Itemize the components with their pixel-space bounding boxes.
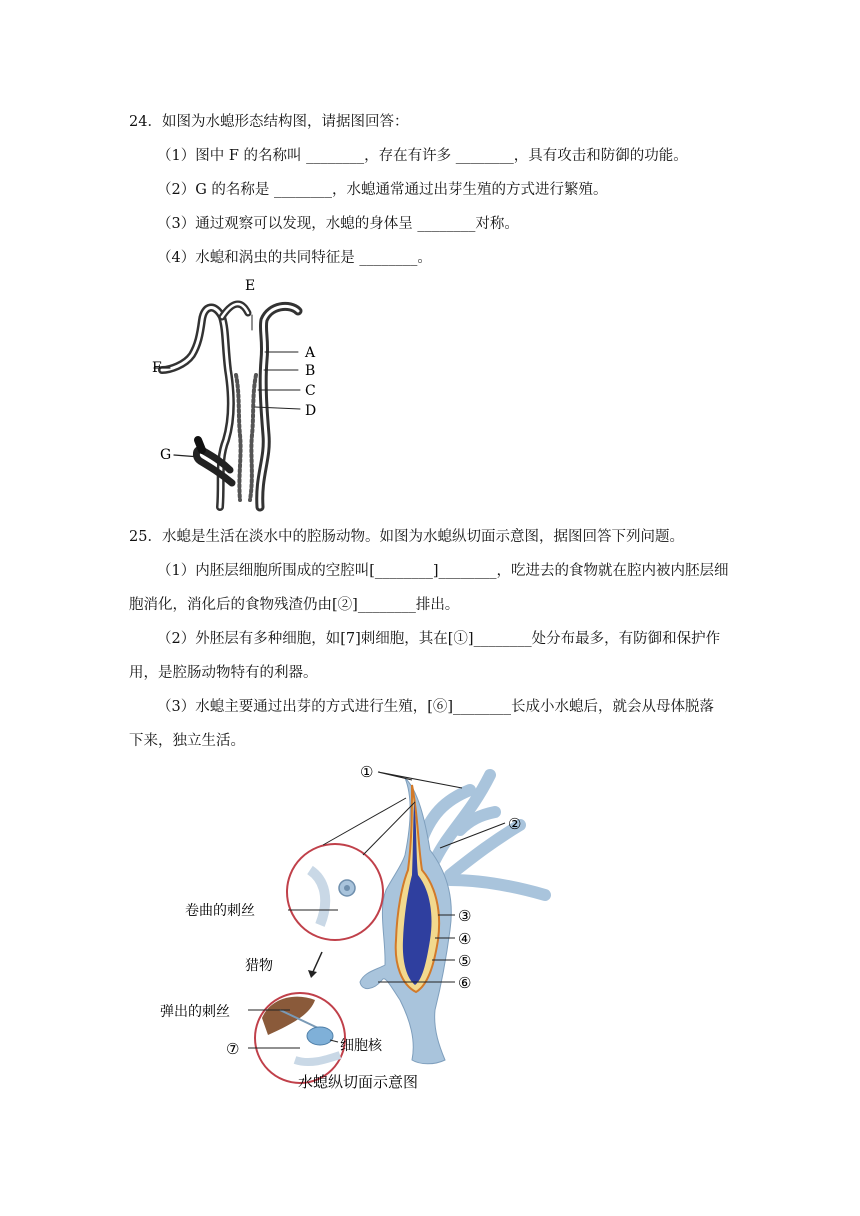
fig25-caption: 水螅纵切面示意图 [298,1073,419,1091]
fig24-label-g: G [160,447,172,463]
fig25-prey: 猎物 [245,958,273,974]
q24-part3: （3）通过观察可以发现，水螅的身体呈 ________对称。 [157,216,519,232]
fig25-coiled-thread: 卷曲的刺丝 [185,903,255,919]
fig24-label-a: A [305,345,316,361]
fig25-label-1: ① [360,763,374,781]
fig25-ejected-thread: 弹出的刺丝 [160,1004,230,1020]
fig25-label-3: ③ [458,907,472,925]
q25-part2-b: 用，是腔肠动物特有的利器。 [129,665,318,681]
q25-part3-b: 下来，独立生活。 [129,733,245,749]
q24-part4: （4）水螅和涡虫的共同特征是 ________。 [157,250,432,266]
fig25-label-2: ② [508,815,522,833]
q25-part3-a: （3）水螅主要通过出芽的方式进行生殖，[⑥]________长成小水螅后，就会从母体脱落 [157,699,715,715]
fig24-label-d: D [305,403,317,419]
q24-stem: 24．如图为水螅形态结构图，请据图回答： [129,114,409,130]
q25-part1-a: （1）内胚层细胞所围成的空腔叫[________]________，吃进去的食物就在腔内被内胚层细 [157,563,729,579]
fig25-nucleus: 细胞核 [340,1038,382,1054]
fig24-label-c: C [305,383,316,399]
q24-part1: （1）图中 F 的名称叫 ________，存在有许多 ________，具有攻击和防御的功能。 [157,148,688,164]
fig24-label-f: F [152,360,162,376]
fig25-label-6: ⑥ [458,974,472,992]
fig24-label-b: B [305,363,316,379]
hydra-structure-figure [140,275,340,515]
fig25-label-5: ⑤ [458,952,472,970]
q25-part2-a: （2）外胚层有多种细胞，如[7]刺细胞，其在[①]________处分布最多，有防御和保护作 [157,631,721,647]
fig25-label-7: ⑦ [226,1040,240,1058]
fig24-label-e: E [245,278,256,294]
q25-part1-b: 胞消化，消化后的食物残渣仍由[②]________排出。 [129,597,460,613]
hydra-section-figure [150,760,570,1100]
fig25-label-4: ④ [458,930,472,948]
q25-stem: 25．水螅是生活在淡水中的腔肠动物。如图为水螅纵切面示意图，据图回答下列问题。 [129,529,684,545]
q24-part2: （2）G 的名称是 ________，水螅通常通过出芽生殖的方式进行繁殖。 [157,182,608,198]
